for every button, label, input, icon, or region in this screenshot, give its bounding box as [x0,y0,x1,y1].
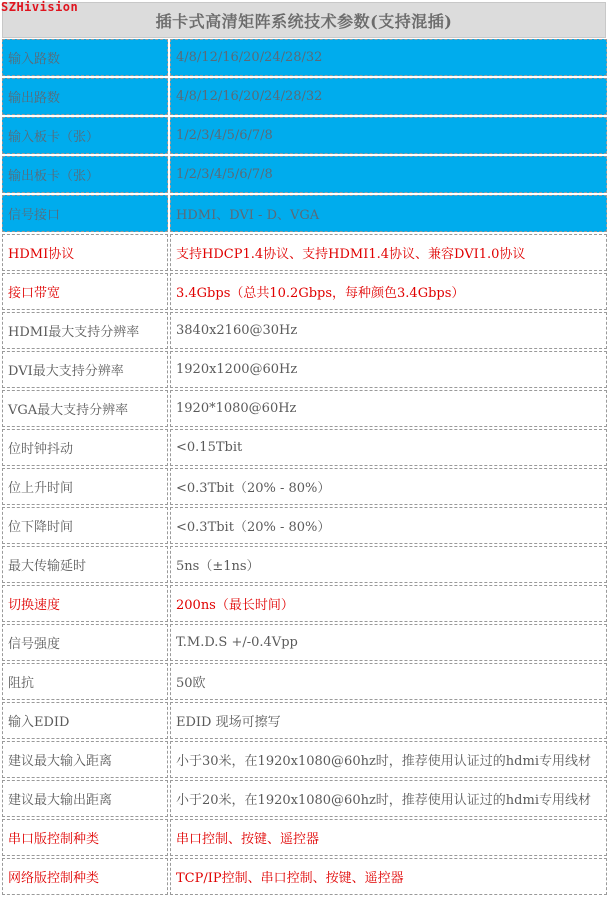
spec-key: 输入EDID [2,702,168,739]
spec-value: 1920*1080@60Hz [170,390,607,427]
table-row [2,468,607,505]
spec-value: 50欧 [170,663,607,700]
table-row [2,858,607,895]
table-row [2,117,607,154]
spec-value: 小于20米，在1920x1080@60hz时，推荐使用认证过的hdmi专用线材 [170,780,607,817]
spec-key: DVI最大支持分辨率 [2,351,168,388]
spec-value: 1/2/3/4/5/6/7/8 [170,156,607,193]
spec-key: 阻抗 [2,663,168,700]
spec-value: 5ns（±1ns） [170,546,607,583]
spec-value: <0.3Tbit（20% - 80%） [170,507,607,544]
table-row [2,780,607,817]
table-row [2,234,607,271]
table-row [2,39,607,76]
table-row [2,78,607,115]
spec-key: 输出板卡（张） [2,156,168,193]
spec-key: 网络版控制种类 [2,858,168,895]
table-title: 插卡式高清矩阵系统技术参数(支持混插) [155,11,453,31]
spec-value: 支持HDCP1.4协议、支持HDMI1.4协议、兼容DVI1.0协议 [170,234,607,271]
spec-value: 串口控制、按键、遥控器 [170,819,607,856]
table-row [2,273,607,310]
spec-key: 建议最大输出距离 [2,780,168,817]
spec-value: EDID 现场可擦写 [170,702,607,739]
spec-key: 切换速度 [2,585,168,622]
table-row [2,195,607,232]
spec-value: T.M.D.S +/-0.4Vpp [170,624,607,661]
table-row [2,351,607,388]
spec-value: 1/2/3/4/5/6/7/8 [170,117,607,154]
table-row [2,585,607,622]
watermark-logo: SZHivision [1,0,79,14]
table-row [2,624,607,661]
table-title-bar [2,2,606,38]
spec-value: 3840x2160@30Hz [170,312,607,349]
spec-key: 接口带宽 [2,273,168,310]
spec-value: 1920x1200@60Hz [170,351,607,388]
spec-key: 位上升时间 [2,468,168,505]
spec-key: 串口版控制种类 [2,819,168,856]
table-row [2,312,607,349]
table-row [2,819,607,856]
spec-value: 小于30米，在1920x1080@60hz时，推荐使用认证过的hdmi专用线材 [170,741,607,778]
spec-value: 4/8/12/16/20/24/28/32 [170,78,607,115]
spec-key: 输出路数 [2,78,168,115]
spec-key: 输入路数 [2,39,168,76]
spec-key: 位时钟抖动 [2,429,168,466]
spec-key: 建议最大输入距离 [2,741,168,778]
spec-value: TCP/IP控制、串口控制、按键、遥控器 [170,858,607,895]
spec-key: 信号强度 [2,624,168,661]
spec-value: HDMI、DVI - D、VGA [170,195,607,232]
spec-key: 最大传输延时 [2,546,168,583]
spec-table [2,39,607,897]
table-row [2,429,607,466]
spec-value: <0.3Tbit（20% - 80%） [170,468,607,505]
spec-value: <0.15Tbit [170,429,607,466]
spec-key: HDMI最大支持分辨率 [2,312,168,349]
table-row [2,741,607,778]
table-row [2,663,607,700]
spec-key: HDMI协议 [2,234,168,271]
spec-key: VGA最大支持分辨率 [2,390,168,427]
table-row [2,390,607,427]
spec-value: 4/8/12/16/20/24/28/32 [170,39,607,76]
spec-key: 信号接口 [2,195,168,232]
table-row [2,702,607,739]
spec-value: 3.4Gbps（总共10.2Gbps，每种颜色3.4Gbps） [170,273,607,310]
table-row [2,156,607,193]
spec-key: 位下降时间 [2,507,168,544]
spec-key: 输入板卡（张） [2,117,168,154]
table-row [2,507,607,544]
table-row [2,546,607,583]
spec-value: 200ns（最长时间） [170,585,607,622]
